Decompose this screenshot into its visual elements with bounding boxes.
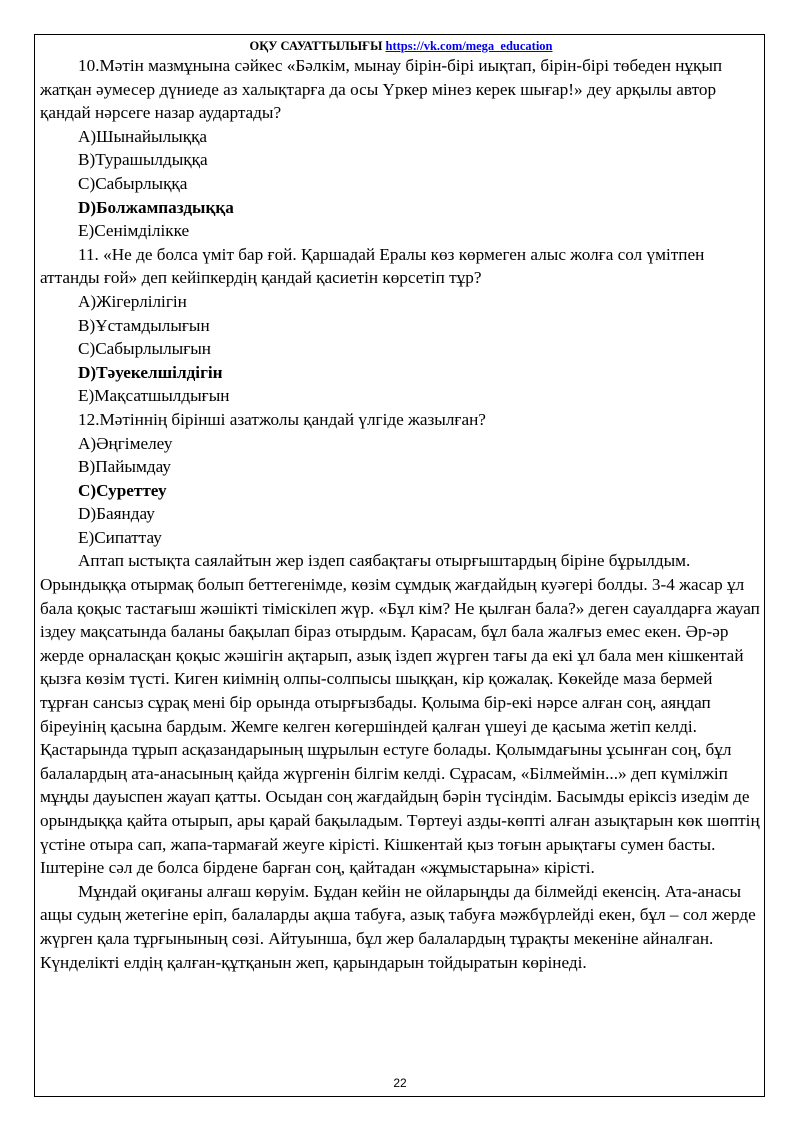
answer-option: E)Сипаттау xyxy=(78,527,162,547)
page-header xyxy=(40,38,762,54)
question-text: 10.Мәтін мазмұнына сәйкес «Бәлкім, мынау бірін-бірі иықтап, бірін-бірі төбеден нұқып жатқан әумесер дүниеде аз халықтарға да осы Үркер мінез керек шығар!» деу арқылы автор қандай нәрсеге назар аудартады? xyxy=(40,56,723,123)
answer-option-correct: D)Болжампаздыққа xyxy=(78,197,234,217)
answer-option: A)Шынайылыққа xyxy=(78,126,208,146)
text-paragraph: Аптап ыстықта саялайтын жер іздеп саябақтағы отырғыштардың біріне бұрылдым. Орындыққа отырмақ болып беттегенімде, көзім сұмдық жағдайдың куәгері болды. 3-4 жасар ұл бала қоқыс тастағыш жәшікті тіміскілеп жүр. «Бұл кім? Не қылған бала?» деген сауалдарға жауап іздеу мақсатында баланы бақылап біраз отырдым. Қарасам, бұл бала жалғыз емес екен. Әр-әр жерде орналасқан қоқыс жәшігін ақтарып, азық іздеп жүрген тағы да екі ұл бала мен кішкентай қызға көзім түсті. Киген киімнің олпы-солпысы шыққан, кір қожалақ. Көкейде маза бермей тұрған сансыз сұрақ мені бір орында отырғызбады. Қолыма бір-екі нәрсе алған соң, аяңдап біреуінің қасына бардым. Жемге келген көгершіндей қалған үшеуі де қасыма жетіп келді. Қастарында тұрып асқазандарының шұрылын естуге болады. Қолымдағыны ұсынған соң, бұл балалардың ата-анасының қайда жүргенін білгім келді. Сұрасам, «Білмеймін...» деп күмілжіп мұңды дауыспен жауап қатты. Осыдан соң жағдайдың бәрін түсіндім. Басымды еріксіз изедім де орындыққа қайта отырып, ары қарай бақыладым. Төртеуі азды-көпті алған азықтарын көк шөптің үстіне отыра сап, жапа-тармағай жеуге кірісті. Кішкентай қыз тоғын арықтағы сумен басты. Іштеріне сәл де болса бірдене барған соң, қайтадан «жұмыстарына» кірісті. xyxy=(40,551,760,878)
header-link[interactable]: https://vk.com/mega_education xyxy=(385,39,553,53)
answer-option: E)Мақсатшылдығын xyxy=(78,386,230,406)
answer-option: A)Әңгімелеу xyxy=(78,433,173,453)
answer-option-correct: D)Тәуекелшілдігін xyxy=(78,362,223,382)
question-11 xyxy=(40,243,762,408)
answer-option: C)Сабырлыққа xyxy=(78,173,188,193)
question-text: 12.Мәтіннің бірінші азатжолы қандай үлгіде жазылған? xyxy=(78,409,486,429)
header-title: ОҚУ САУАТТЫЛЫҒЫ xyxy=(249,39,383,53)
answer-option-correct: C)Суреттеу xyxy=(78,480,167,500)
answer-option: A)Жігерлілігін xyxy=(78,291,187,311)
question-12 xyxy=(40,408,762,550)
answer-option: B)Пайымдау xyxy=(78,457,171,477)
answer-option: C)Сабырлылығын xyxy=(78,339,211,359)
answer-option: D)Баяндау xyxy=(78,504,155,524)
answer-option: E)Сенімділікке xyxy=(78,221,190,241)
page-number: 22 xyxy=(393,1076,407,1090)
question-text: 11. «Не де болса үміт бар ғой. Қаршадай Ералы көз көрмеген алыс жолға сол үмітпен аттанды ғой» деп кейіпкердің қандай қасиетін көрсетіп тұр? xyxy=(40,244,705,288)
text-paragraph: Мұндай оқиғаны алғаш көруім. Бұдан кейін не ойларыңды да білмейді екенсің. Ата-анасы ащы судың жетегіне еріп, балаларды ақша табуға, азық табуға мәжбүрлейді екен, бұл – сол жерде жүрген қала тұрғынының сөзі. Айтуынша, бұл жер балалардың тұрақты мекеніне айналған. Күнделікті елдің қалған-құтқанын жеп, қарындарын тойдыратын көрінеді. xyxy=(40,881,756,972)
question-10 xyxy=(40,54,762,243)
answer-option: B)Ұстамдылығын xyxy=(78,315,210,335)
answer-option: B)Турашылдыққа xyxy=(78,150,208,170)
page-content xyxy=(40,38,762,974)
